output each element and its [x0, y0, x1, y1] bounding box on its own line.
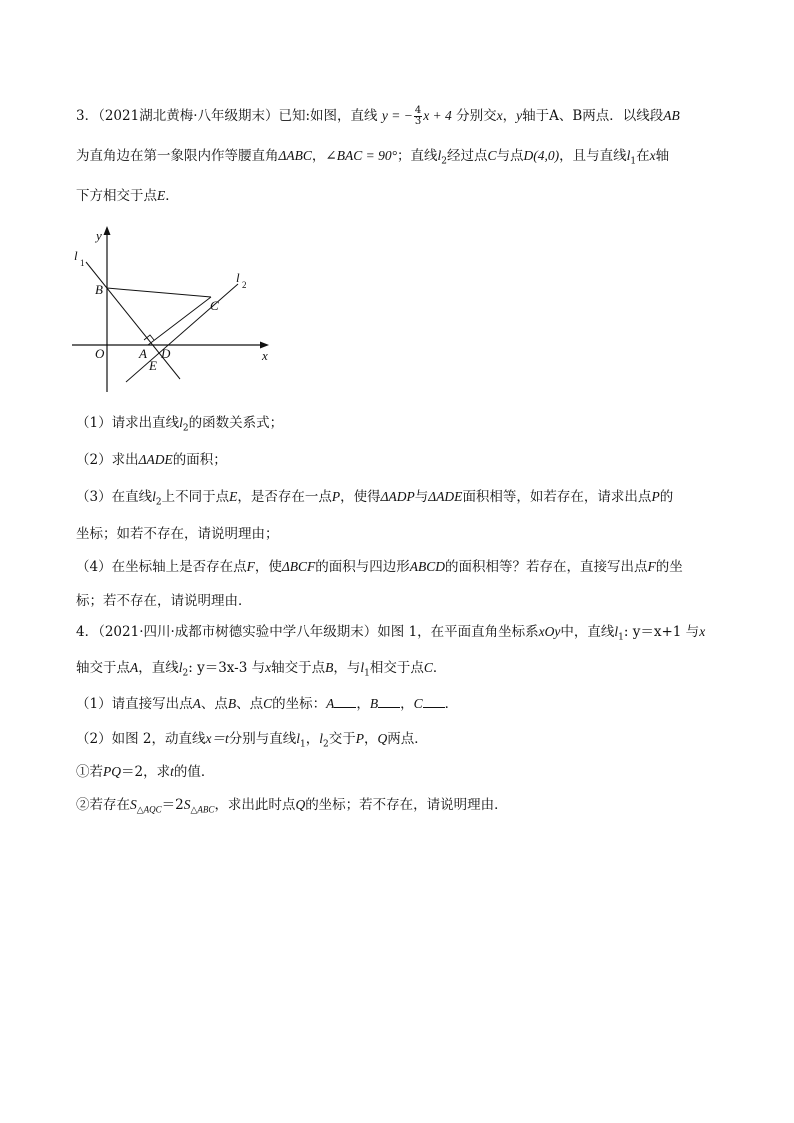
- q4-text: （2）如图 2，动直线: [76, 731, 206, 747]
- q3-text: （3）在直线: [76, 489, 153, 505]
- line-l2: l: [178, 660, 183, 675]
- q3-line-3: [76, 186, 726, 206]
- q3-text: 在: [636, 148, 650, 164]
- point-P: P: [651, 489, 660, 504]
- line-l2: l: [319, 731, 323, 746]
- quadrilateral-ABCD: ABCD: [409, 559, 446, 574]
- q3-text: 面积相等，如若存在，请求出点: [462, 489, 652, 505]
- point-C: C: [413, 696, 423, 711]
- answer-blank-C[interactable]: [423, 695, 445, 708]
- q3-text: （2）求出: [76, 452, 139, 468]
- q3-line-2: [76, 146, 726, 172]
- point-B: B: [227, 696, 237, 711]
- point-A: A: [549, 108, 559, 124]
- plane-xOy: xOy: [538, 624, 561, 639]
- line-l1: l: [296, 731, 300, 746]
- q4-text: 轴交于点: [76, 660, 130, 676]
- line-l2: l: [152, 489, 156, 504]
- var-t: t: [170, 764, 174, 779]
- q3-text: 分别交: [456, 108, 497, 124]
- segment-PQ: PQ: [103, 764, 121, 779]
- q4-text: （1）请直接写出点: [76, 696, 193, 712]
- q3-line-1: [76, 106, 726, 127]
- var-x: x: [265, 660, 272, 675]
- q4-text: ，直线: [138, 660, 179, 676]
- triangle-ADE: ΔADE: [138, 452, 173, 467]
- subscript: 1: [618, 632, 624, 643]
- q4-text: 的值．: [173, 764, 215, 780]
- point-A: A: [130, 660, 139, 675]
- point-A: A: [192, 696, 201, 711]
- point-E: E: [157, 188, 166, 203]
- q3-text: ，是否存在一点: [237, 489, 332, 505]
- q3-text: 、: [558, 108, 573, 124]
- fraction-numerator: 4: [414, 105, 422, 116]
- q4-sub-2-1: [76, 762, 726, 782]
- q4-sub-2: [76, 729, 726, 755]
- q3-text: 坐标；如若不存在，请说明理由；: [76, 526, 279, 542]
- q4-text: ，: [305, 731, 320, 747]
- q4-line-2: [76, 658, 726, 684]
- point-F: F: [246, 559, 255, 574]
- q3-text: 两点．以线段: [582, 108, 664, 124]
- point-B: B: [325, 660, 334, 675]
- point-C: C: [263, 696, 273, 711]
- var-x: x: [699, 624, 706, 639]
- point-C: C: [423, 660, 433, 675]
- q4-text: 、点: [236, 696, 264, 712]
- q3-sub-2: [76, 450, 726, 470]
- q3-text: 的面积相等？若存在，直接写出点: [445, 559, 648, 575]
- subscript: 2: [182, 668, 189, 679]
- q4-text: 4．（2021·四川·成都市树德实验中学八年级期末）如图 1，在平面直角坐标系: [76, 624, 539, 640]
- q4-sub-2-2: [76, 795, 726, 820]
- q3-text: ，: [502, 108, 517, 124]
- subscript: 1: [630, 156, 637, 167]
- q4-text: ＝2: [161, 797, 184, 813]
- label-l2: l: [236, 270, 240, 285]
- q3-equation-rhs: x + 4: [423, 108, 452, 123]
- q3-text: 轴: [655, 148, 670, 164]
- point-E: E: [229, 489, 238, 504]
- q3-text: ，且与直线: [559, 148, 627, 164]
- line-l1: l: [360, 660, 365, 675]
- q4-text: 两点．: [387, 731, 428, 747]
- fraction-denominator: 3: [414, 116, 422, 127]
- line-x-eq-t: x＝t: [205, 731, 229, 746]
- label-l2-sub: 2: [242, 280, 247, 290]
- q4-text: ，与: [333, 660, 361, 676]
- q4-text: 相交于点: [369, 660, 424, 676]
- q4-text: 的坐标：: [272, 696, 327, 712]
- triangle-ABC: ΔABC: [278, 148, 312, 163]
- subscript: 1: [364, 668, 370, 679]
- q3-text: 下方相交于点: [76, 188, 157, 204]
- q3-text: （1）请求出直线: [76, 415, 180, 431]
- label-E: E: [149, 358, 157, 373]
- q4-text: ，求出此时点: [214, 797, 296, 813]
- subscript: △AQC: [136, 804, 162, 815]
- q4-text: ，: [356, 696, 370, 712]
- subscript: 2: [155, 497, 162, 508]
- q3-sub-4-cont: [76, 591, 726, 611]
- subscript: 1: [300, 739, 306, 750]
- point-Q: Q: [295, 797, 306, 812]
- q3-text: 轴于: [522, 108, 550, 124]
- q4-text: ，: [400, 696, 414, 712]
- point-A: A: [326, 696, 335, 711]
- q3-text: 的: [659, 489, 674, 505]
- q4-text: 分别与直线: [228, 731, 297, 747]
- q3-text: 标；若不存在，请说明理由．: [76, 593, 252, 609]
- subscript: △ABC: [190, 804, 215, 815]
- q3-sub-3-cont: [76, 524, 726, 544]
- line-l2: l: [179, 415, 183, 430]
- label-C: C: [210, 298, 219, 313]
- line-l1: l: [626, 148, 631, 163]
- q3-text: 经过点: [447, 148, 488, 164]
- q3-text: 与点: [496, 148, 524, 164]
- label-A: A: [139, 346, 147, 361]
- q4-text: 的坐标；若不存在，请说明理由．: [305, 797, 508, 813]
- triangle-BCF: ΔBCF: [281, 559, 316, 574]
- coordinate-figure: [66, 222, 286, 397]
- point-B: B: [572, 108, 583, 124]
- q3-text: ．: [165, 188, 179, 204]
- q4-text: 中，直线: [560, 624, 615, 640]
- angle-BAC: ∠BAC = 90°: [325, 148, 397, 163]
- var-x: x: [649, 148, 656, 163]
- label-B: B: [95, 282, 103, 297]
- q3-text: 3．（2021湖北黄梅·八年级期末）已知:如图，直线: [76, 108, 378, 124]
- label-y: y: [96, 228, 102, 243]
- label-l1-sub: 1: [80, 258, 85, 268]
- var-x: x: [496, 108, 503, 123]
- point-B: B: [369, 696, 379, 711]
- q4-line-1: [76, 622, 726, 648]
- q4-text: ．: [432, 660, 447, 676]
- triangle-ADP: ΔADP: [380, 489, 415, 504]
- answer-blank-B[interactable]: [378, 695, 400, 708]
- segment-BC: [107, 288, 211, 297]
- subscript: 2: [182, 423, 189, 434]
- q3-text: 的面积与四边形: [315, 559, 410, 575]
- q3-text: 与: [414, 489, 429, 505]
- q4-text: : y＝x+1 与: [623, 624, 700, 640]
- area-S: S: [183, 797, 191, 812]
- q3-text: （4）在坐标轴上是否存在点: [76, 559, 247, 575]
- q4-text: ①若: [76, 764, 103, 780]
- q4-text: 、点: [200, 696, 228, 712]
- point-P: P: [355, 731, 364, 746]
- q3-sub-3: [76, 487, 726, 513]
- q3-text: ，使得: [340, 489, 381, 505]
- answer-blank-A[interactable]: [334, 695, 356, 708]
- q4-text: ②若存在: [76, 797, 130, 813]
- q3-text: 上不同于点: [161, 489, 230, 505]
- q4-text: ，: [363, 731, 378, 747]
- line-l1: l: [614, 624, 619, 639]
- point-F: F: [647, 559, 656, 574]
- subscript: 2: [323, 739, 329, 750]
- q4-sub-1: [76, 694, 726, 714]
- q3-text: ，使: [254, 559, 282, 575]
- q4-text: ．: [444, 696, 459, 712]
- q4-text: 交于: [328, 731, 356, 747]
- point-D: D(4,0): [523, 148, 560, 163]
- q4-text: : y＝3x-3 与: [188, 660, 266, 676]
- q3-text: ；直线: [397, 148, 438, 164]
- var-y: y: [516, 108, 523, 123]
- line-l2: l: [437, 148, 442, 163]
- segment-AC: [148, 297, 211, 345]
- label-l1: l: [74, 248, 78, 263]
- q3-sub-1: [76, 413, 726, 439]
- q3-text: 为直角边在第一象限内作等腰直角: [76, 148, 279, 164]
- y-axis-arrow: [104, 226, 111, 235]
- segment-AB: AB: [663, 108, 680, 123]
- q4-text: 轴交于点: [271, 660, 326, 676]
- label-D: D: [161, 346, 171, 361]
- q4-text: ＝2，求: [121, 764, 171, 780]
- point-C: C: [487, 148, 497, 163]
- q3-text: 的函数关系式；: [188, 415, 284, 431]
- triangle-ADE: ΔADE: [428, 489, 463, 504]
- q3-equation-lhs: y = −: [381, 108, 413, 123]
- label-x: x: [262, 348, 268, 363]
- subscript: 2: [441, 156, 447, 167]
- line-l1: [86, 262, 180, 379]
- point-P: P: [331, 489, 341, 504]
- q3-text: ，: [311, 148, 326, 164]
- area-S: S: [130, 797, 137, 812]
- q3-sub-4: [76, 557, 726, 577]
- q3-text: 的面积；: [172, 452, 227, 468]
- point-Q: Q: [377, 731, 388, 746]
- label-O: O: [95, 346, 105, 361]
- fraction: [414, 106, 422, 127]
- q3-text: 的坐: [655, 559, 683, 575]
